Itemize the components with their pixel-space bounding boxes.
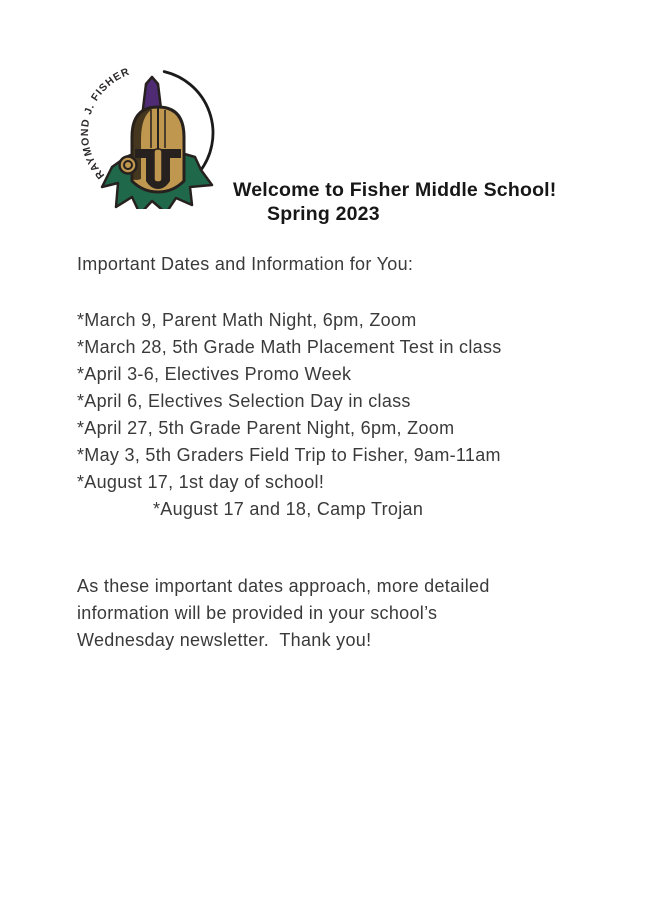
closing-line: Wednesday newsletter. Thank you! [77,630,372,650]
closing-line: information will be provided in your school’s [77,603,438,623]
school-logo [74,57,226,209]
logo-arc-text: RAYMOND J. FISHER [78,65,132,182]
closing-line: As these important dates approach, more detailed [77,576,490,596]
trojan-helmet-icon [102,77,212,209]
date-line-indented: *August 17 and 18, Camp Trojan [153,499,424,519]
page-subtitle: Spring 2023 [267,203,380,225]
date-line: *April 27, 5th Grade Parent Night, 6pm, Zoom [77,418,455,438]
date-line: *April 6, Electives Selection Day in class [77,391,411,411]
helmet-nose-guard [154,149,162,182]
date-line: *March 28, 5th Grade Math Placement Test in class [77,337,502,357]
cape-brooch [120,157,137,174]
dates-list [77,307,502,523]
date-line: *April 3-6, Electives Promo Week [77,364,352,384]
date-line: *March 9, Parent Math Night, 6pm, Zoom [77,310,417,330]
date-line: *August 17, 1st day of school! [77,472,325,492]
page-title: Welcome to Fisher Middle School! [233,179,557,201]
closing-paragraph [77,573,490,654]
intro-line: Important Dates and Information for You: [77,254,414,274]
date-line: *May 3, 5th Graders Field Trip to Fisher, 9am-11am [77,445,501,465]
